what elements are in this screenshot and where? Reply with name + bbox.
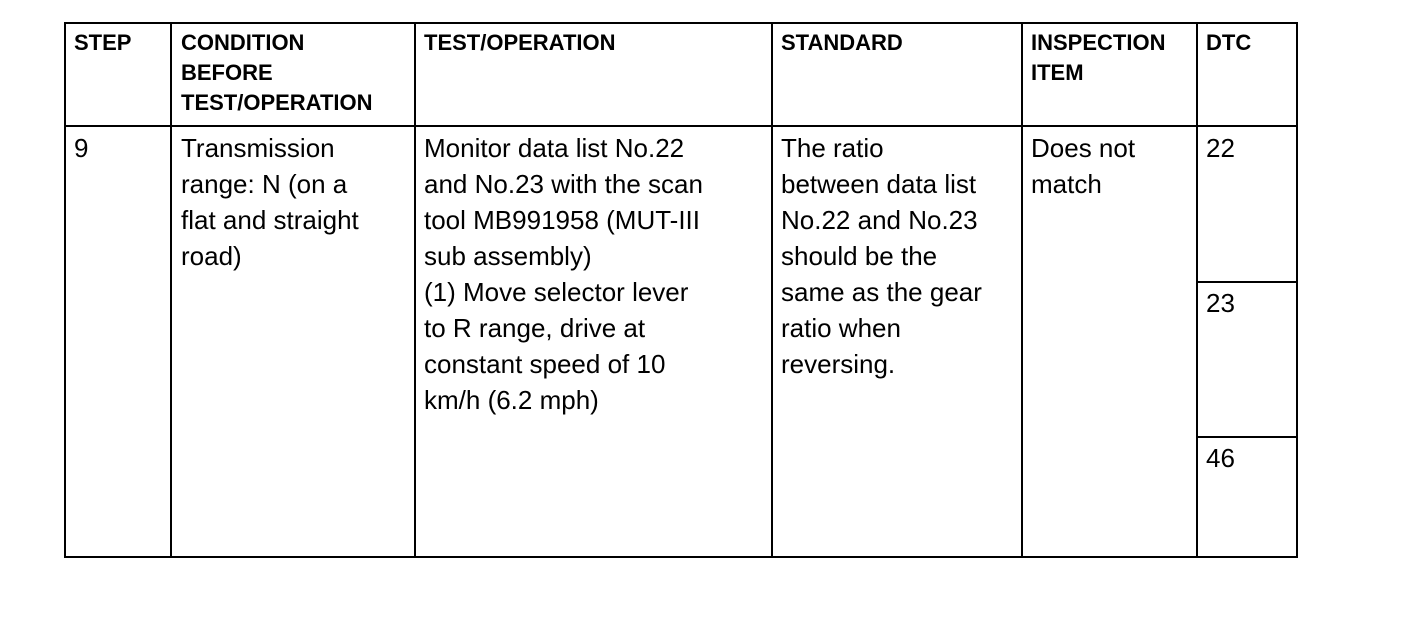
header-inspection-item: INSPECTION ITEM — [1031, 30, 1166, 85]
column-divider — [1296, 24, 1298, 556]
column-divider — [771, 24, 773, 556]
header-condition: CONDITION BEFORE TEST/OPERATION — [181, 30, 373, 115]
cell-step: 9 — [74, 133, 89, 163]
header-divider — [66, 125, 1298, 127]
column-divider — [1196, 24, 1198, 556]
header-step: STEP — [74, 30, 132, 55]
header-test-operation: TEST/OPERATION — [424, 30, 616, 55]
column-divider — [1021, 24, 1023, 556]
dtc-row-divider — [1198, 436, 1298, 438]
column-divider — [414, 24, 416, 556]
inspection-table — [64, 22, 1298, 558]
dtc-row-divider — [1198, 281, 1298, 283]
cell-inspection-item: Does not match — [1031, 133, 1136, 199]
column-divider — [170, 24, 172, 556]
cell-dtc-23: 23 — [1206, 288, 1235, 318]
cell-condition: Transmission range: N (on a flat and straight road) — [181, 133, 359, 271]
cell-dtc-46: 46 — [1206, 443, 1235, 473]
cell-dtc-22: 22 — [1206, 133, 1235, 163]
cell-test-operation: Monitor data list No.22 and No.23 with the scan tool MB991958 (MUT-III sub assembly) (1) Move selector lever to R range, drive at constant speed of 10 km/h (6.2 mph) — [424, 133, 703, 415]
header-dtc: DTC — [1206, 30, 1252, 55]
cell-standard: The ratio between data list No.22 and No.23 should be the same as the gear ratio when reversing. — [781, 133, 982, 379]
header-standard: STANDARD — [781, 30, 903, 55]
